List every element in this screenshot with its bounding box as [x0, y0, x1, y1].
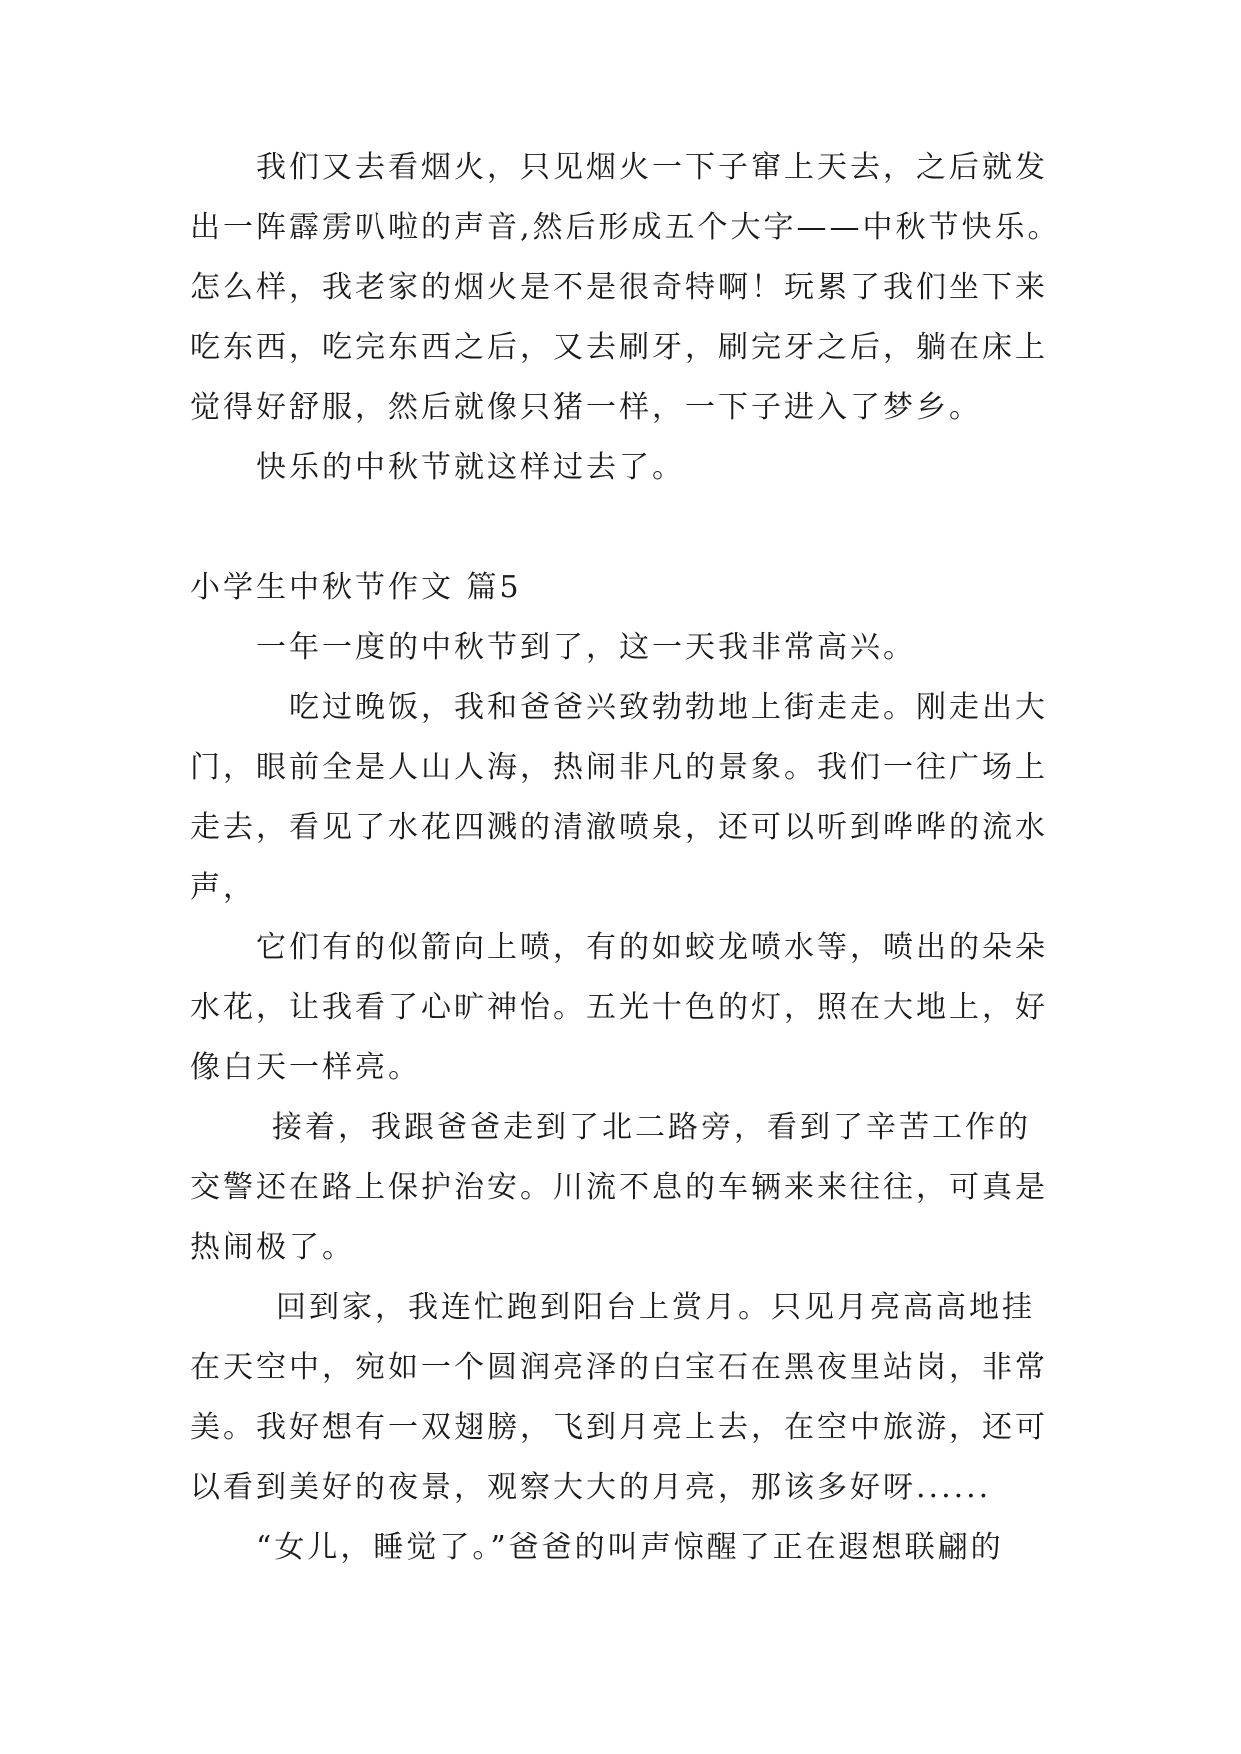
paragraph-line: “女儿，睡觉了。”爸爸的叫声惊醒了正在遐想联翩的	[256, 1530, 1004, 1565]
paragraph-line: 美。我好想有一双翅膀，飞到月亮上去，在空中旅游，还可	[190, 1410, 1048, 1445]
paragraph-line: 出一阵霹雳叭啦的声音,然后形成五个大字——中秋节快乐。	[190, 210, 1061, 245]
paragraph-line: 水花，让我看了心旷神怡。五光十色的灯，照在大地上，好	[190, 990, 1048, 1025]
paragraph-line: 接着，我跟爸爸走到了北二路旁，看到了辛苦工作的	[272, 1110, 1031, 1145]
paragraph-line: 以看到美好的夜景，观察大大的月亮，那该多好呀......	[190, 1470, 992, 1505]
paragraph-line: 我们又去看烟火，只见烟火一下子窜上天去，之后就发	[256, 150, 1048, 185]
paragraph-line: 一年一度的中秋节到了，这一天我非常高兴。	[256, 630, 916, 665]
paragraph-line: 它们有的似箭向上喷，有的如蛟龙喷水等，喷出的朵朵	[256, 930, 1048, 965]
paragraph-line: 声，	[190, 870, 256, 905]
paragraph-line: 像白天一样亮。	[190, 1050, 421, 1085]
paragraph-line: 吃过晚饭，我和爸爸兴致勃勃地上街走走。刚走出大	[289, 690, 1048, 725]
section-heading: 小学生中秋节作文 篇5	[190, 570, 522, 605]
paragraph-line: 门，眼前全是人山人海，热闹非凡的景象。我们一往广场上	[190, 750, 1048, 785]
paragraph-line: 快乐的中秋节就这样过去了。	[256, 450, 685, 485]
paragraph-line: 吃东西，吃完东西之后，又去刷牙，刷完牙之后，躺在床上	[190, 330, 1048, 365]
paragraph-line: 回到家，我连忙跑到阳台上赏月。只见月亮高高地挂	[276, 1290, 1035, 1325]
paragraph-line: 热闹极了。	[190, 1230, 355, 1265]
paragraph-line: 觉得好舒服，然后就像只猪一样，一下子进入了梦乡。	[190, 390, 982, 425]
paragraph-line: 交警还在路上保护治安。川流不息的车辆来来往往，可真是	[190, 1170, 1048, 1205]
paragraph-line: 在天空中，宛如一个圆润亮泽的白宝石在黑夜里站岗，非常	[190, 1350, 1048, 1385]
paragraph-line: 走去，看见了水花四溅的清澈喷泉，还可以听到哗哗的流水	[190, 810, 1048, 845]
paragraph-line: 怎么样，我老家的烟火是不是很奇特啊！玩累了我们坐下来	[190, 270, 1048, 305]
